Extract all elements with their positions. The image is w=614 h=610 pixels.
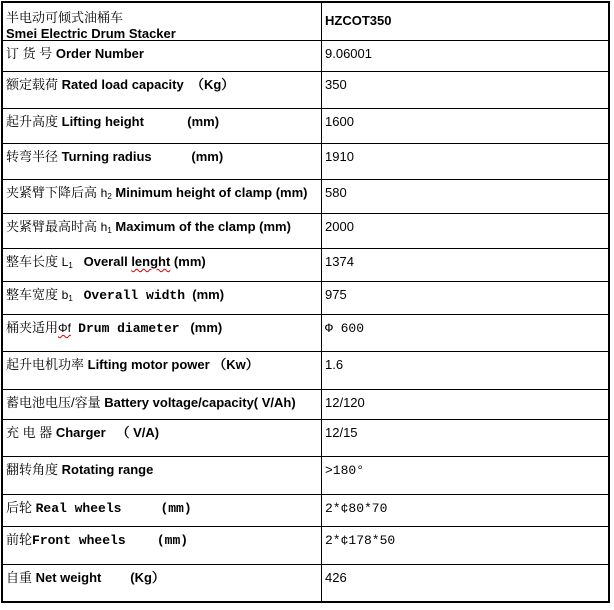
model-number: HZCOT350 <box>325 13 392 28</box>
row-label-segment: 夹紧臂最高时高 <box>6 219 101 234</box>
row-label-segment: Front wheels (mm) <box>32 533 189 548</box>
row-label-segment: 1 <box>68 261 73 270</box>
row-value: 2000 <box>325 219 354 234</box>
row-value-cell <box>322 315 608 351</box>
row-value: Φ 600 <box>325 321 365 336</box>
row-label-segment: 前轮 <box>6 532 33 547</box>
row-value: 12/15 <box>325 425 358 440</box>
row-label-segment: 夹紧臂下降后高 <box>6 185 101 200</box>
row-value-cell <box>322 41 608 71</box>
row-label-segment: 起升高度 <box>6 114 62 129</box>
row-value: 2*¢80*70 <box>325 501 388 516</box>
table-row <box>3 314 608 351</box>
row-value: 1.6 <box>325 357 344 372</box>
row-value: 1374 <box>325 254 354 269</box>
row-label <box>3 390 322 419</box>
row-label-segment: Rated load capacity （Kg） <box>61 77 235 92</box>
product-title-en-segment: Electric Drum <box>37 26 129 40</box>
row-value: 426 <box>325 570 347 585</box>
row-label <box>3 144 322 179</box>
row-label <box>3 527 322 564</box>
row-label <box>3 214 322 248</box>
table-row <box>3 564 608 601</box>
spec-table <box>1 1 610 603</box>
product-title-cell <box>3 3 322 40</box>
model-cell <box>322 3 608 40</box>
row-value-cell <box>322 109 608 143</box>
row-value: 12/120 <box>325 395 365 410</box>
row-label-segment: (mm) <box>185 287 225 302</box>
row-label <box>3 109 322 143</box>
row-label-segment <box>73 287 84 302</box>
row-value-cell <box>322 72 608 108</box>
row-label-segment: 2 <box>107 192 112 201</box>
table-row <box>3 71 608 108</box>
row-value-cell <box>322 214 608 248</box>
table-row <box>3 494 608 526</box>
row-value: 9.06001 <box>325 46 372 61</box>
row-value: 580 <box>325 185 347 200</box>
table-row <box>3 389 608 419</box>
row-label-segment: Rotating range <box>61 462 154 477</box>
row-label-segment: 起升电机功率 <box>6 357 88 372</box>
row-label-segment: Minimum height of clamp (mm) <box>115 185 308 200</box>
row-label <box>3 249 322 281</box>
row-label-segment: Overall width <box>83 288 186 303</box>
row-label <box>3 457 322 494</box>
row-value: 1600 <box>325 114 354 129</box>
row-label-segment: lenght <box>131 254 171 269</box>
row-label-segment: 整车长度 <box>6 254 62 269</box>
row-label-segment: Lifting height (mm) <box>61 114 220 129</box>
row-label-segment: 转弯半径 <box>6 149 62 164</box>
row-value-cell <box>322 457 608 494</box>
row-label-segment: h <box>100 220 108 234</box>
row-label-segment: Lifting motor power （Kw） <box>87 357 259 372</box>
row-label-segment: 后轮 <box>6 500 36 515</box>
row-label-segment: (mm) <box>179 320 223 335</box>
row-label-segment: 蓄电池电压/容量 <box>6 395 105 410</box>
row-label-segment <box>73 254 84 269</box>
row-label <box>3 352 322 389</box>
row-label-segment: h <box>100 186 108 200</box>
row-value: >180° <box>325 463 365 478</box>
row-label-segment: 自重 <box>6 570 36 585</box>
row-label-segment: Maximum of the clamp (mm) <box>115 219 291 234</box>
row-label-segment: Turning radius (mm) <box>61 149 224 164</box>
row-value: 1910 <box>325 149 354 164</box>
row-label <box>3 420 322 456</box>
row-label-segment: Overall <box>83 254 132 269</box>
table-row <box>3 213 608 248</box>
row-label-segment: 充 电 器 <box>6 425 56 440</box>
row-label <box>3 180 322 213</box>
row-label-segment: L <box>61 255 69 269</box>
row-label-segment: 1 <box>107 226 112 235</box>
row-label-segment: Φf <box>58 321 71 335</box>
row-label-segment: 订 货 号 <box>6 46 56 61</box>
row-label-segment: Real wheels (mm) <box>35 501 192 516</box>
row-label-segment: Battery voltage/capacity( V/Ah) <box>104 395 296 410</box>
row-value: 975 <box>325 287 347 302</box>
row-value-cell <box>322 352 608 389</box>
row-value: 350 <box>325 77 347 92</box>
product-title-en <box>6 26 319 40</box>
table-header-row <box>3 3 608 40</box>
row-label <box>3 565 322 601</box>
row-label-segment: Net weight (Kg） <box>35 570 165 585</box>
row-label <box>3 495 322 526</box>
row-label-segment: Charger （ V/A) <box>55 425 160 440</box>
row-value-cell <box>322 249 608 281</box>
row-value-cell <box>322 390 608 419</box>
table-row <box>3 419 608 456</box>
row-value-cell <box>322 527 608 564</box>
row-value-cell <box>322 495 608 526</box>
row-label-segment: 桶夹适用 <box>6 320 59 335</box>
row-value-cell <box>322 420 608 456</box>
table-row <box>3 179 608 213</box>
row-label <box>3 72 322 108</box>
product-title-zh: 半电动可倾式油桶车 <box>6 10 124 25</box>
table-row <box>3 351 608 389</box>
row-value-cell <box>322 180 608 213</box>
row-label-segment: b <box>61 288 69 302</box>
row-label <box>3 315 322 351</box>
spec-rows <box>3 40 608 601</box>
table-row <box>3 40 608 71</box>
table-row <box>3 456 608 494</box>
row-label-segment: (mm) <box>170 254 206 269</box>
table-row <box>3 248 608 281</box>
row-label <box>3 282 322 314</box>
table-row <box>3 143 608 179</box>
row-label-segment: 额定载荷 <box>6 77 62 92</box>
table-row <box>3 108 608 143</box>
row-label-segment: 整车宽度 <box>6 287 62 302</box>
row-value-cell <box>322 282 608 314</box>
row-label-segment: Order Number <box>55 46 144 61</box>
row-label-segment: 1 <box>68 294 73 303</box>
row-value-cell <box>322 144 608 179</box>
row-label-segment: 翻转角度 <box>6 462 62 477</box>
row-value-cell <box>322 565 608 601</box>
row-label-segment: Drum diameter <box>78 321 180 336</box>
product-title-en-segment: Stacker <box>128 26 176 40</box>
table-row <box>3 526 608 564</box>
table-row <box>3 281 608 314</box>
row-label <box>3 41 322 71</box>
product-title-en-segment: Smei <box>6 26 38 40</box>
row-value: 2*¢178*50 <box>325 533 396 548</box>
